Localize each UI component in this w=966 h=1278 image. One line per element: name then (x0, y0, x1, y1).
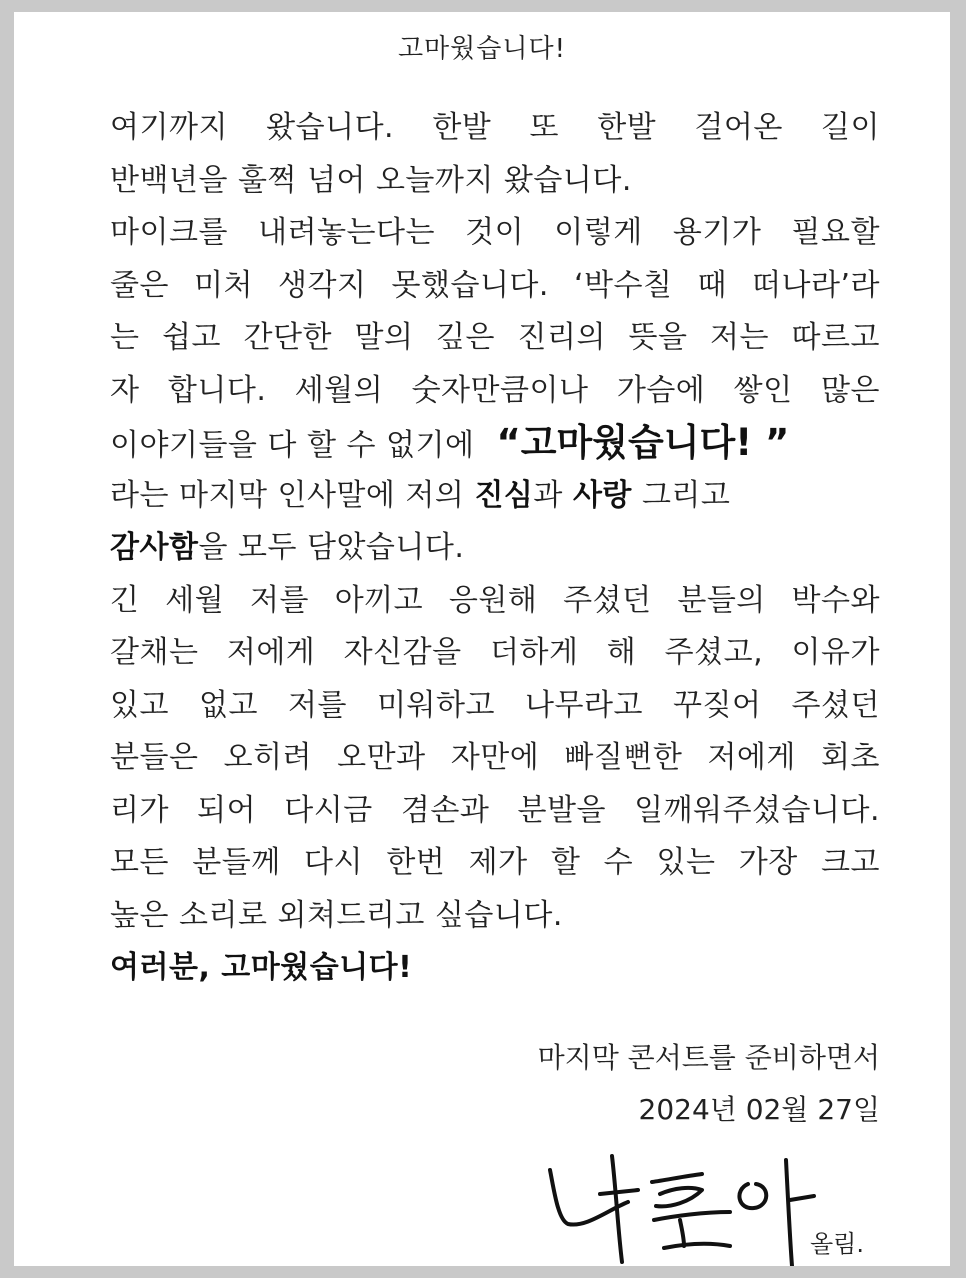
bottom-border (0, 1266, 966, 1278)
letter-line: 갈채는 저에게 자신감을 더하게 해 주셨고, 이유가 (110, 635, 880, 670)
letter-line: 자 합니다. 세월의 숫자만큼이나 가슴에 쌓인 많은 (110, 372, 880, 408)
letter-line: 긴 세월 저를 아끼고 응원해 주셨던 분들의 박수와 (110, 582, 880, 618)
emphasized-thanks: “고마웠습니다! ” (496, 421, 790, 464)
letter-line: 모든 분들께 다시 한번 제가 할 수 있는 가장 크고 (110, 845, 880, 880)
bold-word-gratitude: 감사함 (110, 530, 199, 565)
letter-page (14, 12, 950, 1266)
letter-line (110, 942, 880, 995)
letter-line: 분들은 오히려 오만과 자만에 빠질뻔한 저에게 회초 (110, 740, 880, 775)
letter-title: 고마웠습니다! (397, 34, 567, 64)
letter-line: 리가 되어 다시금 겸손과 분발을 일깨워주셨습니다. (110, 792, 880, 828)
letter-line (110, 522, 880, 575)
letter-line (110, 470, 880, 523)
letter-line: 반백년을 훌쩍 넘어 오늘까지 왔습니다. (110, 162, 632, 198)
closing-date: 2024년 02월 27일 (638, 1093, 880, 1126)
bold-word-sincerity: 진심 (474, 477, 534, 513)
letter-line-text: 과 (533, 477, 573, 513)
letter-line-text: 그리고 (631, 477, 731, 513)
letter-line-text: 을 모두 담았습니다. (198, 530, 465, 565)
letter-line: 는 쉽고 간단한 말의 깊은 진리의 뜻을 저는 따르고 (110, 320, 880, 355)
closing-occasion: 마지막 콘서트를 준비하면서 (537, 1041, 880, 1074)
letter-line-text: 이야기들을 다 할 수 없기에 (110, 428, 475, 463)
letter-line-text: 라는 마지막 인사말에 저의 (110, 477, 475, 513)
letter-line: 마이크를 내려놓는다는 것이 이렇게 용기가 필요할 (110, 215, 880, 250)
letter-line: 높은 소리로 외쳐드리고 싶습니다. (110, 897, 563, 933)
letter-line (110, 417, 880, 470)
bold-word-love: 사랑 (572, 477, 632, 513)
letter-line: 있고 없고 저를 미워하고 나무라고 꾸짖어 주셨던 (110, 687, 880, 723)
handwritten-signature (534, 1150, 824, 1266)
closing-block (538, 1032, 880, 1136)
closing-olim: 올림. (810, 1230, 864, 1258)
letter-line: 줄은 미처 생각지 못했습니다. ‘박수칠 때 떠나라’라 (110, 267, 880, 303)
closing-thanks: 여러분, 고마웠습니다! (110, 950, 413, 985)
letter-body (110, 102, 880, 995)
letter-line: 여기까지 왔습니다. 한발 또 한발 걸어온 길이 (110, 110, 880, 145)
